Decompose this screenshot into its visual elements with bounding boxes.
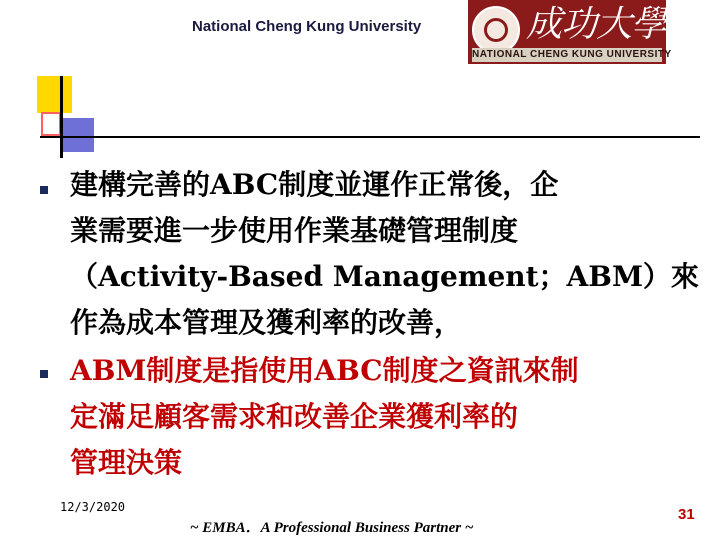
university-logo [468,0,672,64]
bullet-1-line: 業需要進一步使用作業基礎管理制度 [70,214,519,247]
bullet-1-line: 建構完善的ABC制度並運作正常後，企 [70,168,559,201]
bullet-1-line: （Activity-Based Management；ABM）來 [70,260,699,293]
university-name: National Cheng Kung University [192,18,422,35]
footer-slogan: ~ EMBA．A Professional Business Partner ~ [190,520,474,536]
bullet-marker-icon [40,370,48,378]
decor-yellow-square [37,76,72,113]
bullet-2-line: 定滿足顧客需求和改善企業獲利率的 [70,400,519,433]
bullet-text-1 [70,162,699,346]
decor-pink-square [41,112,61,136]
logo-calligraphy: 成功大學 [526,4,667,45]
slide-date: 12/3/2020 [60,500,126,514]
bullet-1-line: 作為成本管理及獲利率的改善， [70,306,463,339]
title-divider-line [40,136,700,138]
page-number: 31 [678,506,695,523]
bullet-2-line: ABM制度是指使用ABC制度之資訊來制 [70,354,579,387]
seal-icon [472,6,520,54]
logo-subtitle: NATIONAL CHENG KUNG UNIVERSITY [472,49,672,60]
decor-blue-square [60,118,94,152]
decor-vertical-line [60,76,63,158]
bullet-marker-icon [40,186,48,194]
bullet-2-line: 管理決策 [70,446,183,479]
bullet-text-2 [70,348,670,486]
